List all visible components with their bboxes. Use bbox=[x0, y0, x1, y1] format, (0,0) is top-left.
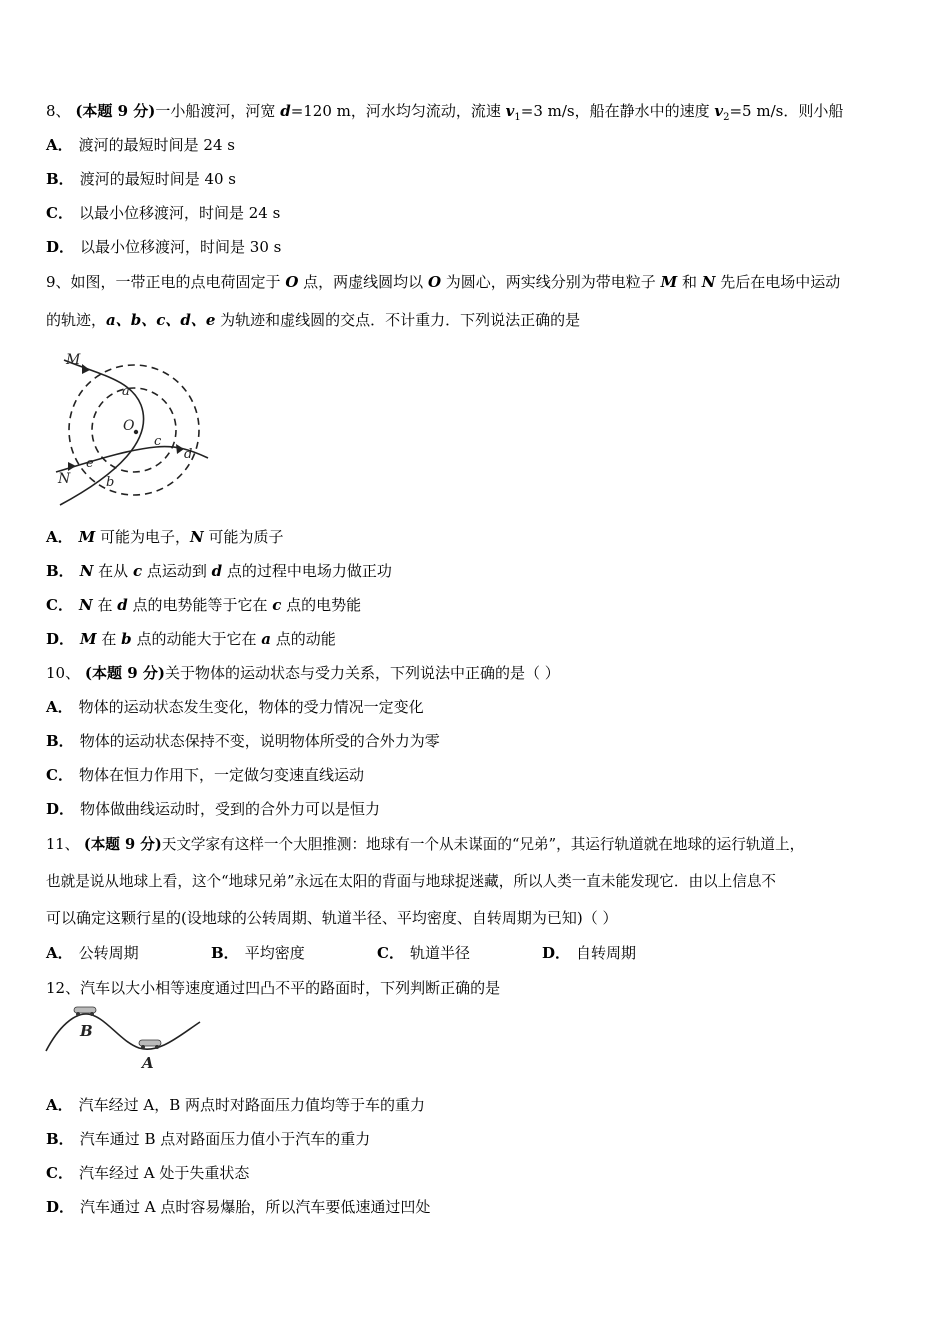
q9-text: 为轨迹和虚线圆的交点．不计重力．下列说法正确的是 bbox=[215, 311, 581, 329]
q12-road-figure bbox=[44, 1006, 204, 1074]
q9-option-var: c bbox=[132, 562, 143, 580]
q10-option-label: D． bbox=[46, 800, 75, 818]
q8-option-label: A． bbox=[46, 136, 73, 154]
q9-option-var: N bbox=[190, 528, 204, 546]
q10-option-label: A． bbox=[46, 698, 73, 716]
figure-label-n: N bbox=[58, 471, 71, 487]
q8-stem-d: =5 m/s．则小船 bbox=[729, 102, 844, 120]
q9-stem-line1 bbox=[46, 272, 840, 292]
figure-label-o: O bbox=[123, 418, 135, 434]
q11-stem-line2 bbox=[46, 872, 776, 892]
arrow-n bbox=[68, 462, 76, 471]
q11-option-b[interactable] bbox=[211, 943, 305, 963]
q10-option-text: 物体的运动状态发生变化，物体的受力情况一定变化 bbox=[78, 698, 424, 716]
q9-option-label: D． bbox=[46, 630, 75, 648]
q12-option-c[interactable] bbox=[46, 1163, 249, 1183]
q11-text: 天文学家有这样一个大胆推测：地球有一个从未谋面的“兄弟”，其运行轨道就在地球的运行轨道上， bbox=[161, 836, 805, 853]
q11-option-label: A． bbox=[46, 944, 73, 962]
q9-option-var: a bbox=[261, 630, 271, 648]
q9-option-text: 点的动能 bbox=[270, 630, 336, 648]
q9-option-text: 可能为电子， bbox=[95, 528, 191, 546]
q9-option-var: b bbox=[121, 630, 132, 648]
q9-text: 和 bbox=[677, 273, 702, 291]
q9-option-label: A． bbox=[46, 528, 73, 546]
q8-stem bbox=[46, 101, 843, 128]
q11-stem-line1 bbox=[46, 835, 804, 855]
q11-option-text: 公转周期 bbox=[78, 944, 139, 962]
q12-option-text: 汽车通过 A 点时容易爆胎，所以汽车要低速通过凹处 bbox=[80, 1198, 431, 1216]
car-a-icon bbox=[139, 1040, 161, 1049]
q9-text: 的轨迹， bbox=[46, 311, 107, 329]
q8-v1-var: v bbox=[505, 102, 515, 120]
q12-option-label: C． bbox=[46, 1164, 73, 1182]
q10-stem-text: 关于物体的运动状态与受力关系，下列说法中正确的是（ ） bbox=[164, 664, 560, 682]
q8-option-label: D． bbox=[46, 238, 75, 256]
q12-stem-text: 12、汽车以大小相等速度通过凹凸不平的路面时，下列判断正确的是 bbox=[46, 979, 501, 997]
q12-option-text: 汽车通过 B 点对路面压力值小于汽车的重力 bbox=[79, 1130, 371, 1148]
q11-option-a[interactable] bbox=[46, 943, 139, 963]
q10-option-c[interactable] bbox=[46, 765, 364, 785]
q11-option-label: B． bbox=[211, 944, 239, 962]
q9-option-label: B． bbox=[46, 562, 74, 580]
q9-var-n: N bbox=[701, 273, 716, 291]
q8-stem-a: 一小船渡河，河宽 bbox=[155, 102, 281, 120]
q9-text: 先后在电场中运动 bbox=[715, 273, 841, 291]
q11-option-text: 自转周期 bbox=[576, 944, 637, 962]
q9-option-text: 在 bbox=[92, 596, 118, 614]
q8-option-label: B． bbox=[46, 170, 74, 188]
q9-option-var: c bbox=[272, 596, 282, 614]
q9-option-label: C． bbox=[46, 596, 73, 614]
q9-option-var: d bbox=[117, 596, 128, 614]
q12-option-a[interactable] bbox=[46, 1095, 425, 1115]
figure-label-c: c bbox=[154, 434, 162, 449]
q9-option-var: N bbox=[79, 562, 94, 580]
q10-option-text: 物体在恒力作用下，一定做匀变速直线运动 bbox=[78, 766, 364, 784]
q9-option-text: 点的电势能 bbox=[281, 596, 362, 614]
figure-label-b: B bbox=[80, 1022, 93, 1040]
q11-number: 11、 bbox=[46, 836, 80, 853]
q9-option-var: M bbox=[80, 630, 97, 648]
q8-option-text: 渡河的最短时间是 24 s bbox=[78, 136, 235, 154]
q11-option-c[interactable] bbox=[377, 943, 470, 963]
q9-option-b[interactable] bbox=[46, 561, 392, 581]
q12-option-text: 汽车经过 A 处于失重状态 bbox=[78, 1164, 250, 1182]
q9-option-text: 点的电势能等于它在 bbox=[127, 596, 273, 614]
q10-option-label: C． bbox=[46, 766, 73, 784]
q9-option-text: 在从 bbox=[93, 562, 133, 580]
q9-option-var: M bbox=[78, 528, 96, 546]
q12-option-label: B． bbox=[46, 1130, 74, 1148]
q11-points: (本题 9 分) bbox=[83, 836, 162, 853]
q9-text: 9、如图，一带正电的点电荷固定于 bbox=[46, 273, 286, 291]
q9-option-text: 可能为质子 bbox=[203, 528, 284, 546]
q11-text: 可以确定这颗行星的(设地球的公转周期、轨道半径、平均密度、自转周期为已知)（ ） bbox=[46, 909, 618, 927]
q9-field-figure bbox=[46, 350, 216, 510]
q9-option-d[interactable] bbox=[46, 629, 336, 649]
figure-label-b: b bbox=[106, 475, 115, 490]
q8-option-c[interactable] bbox=[46, 203, 280, 223]
q9-option-text: 点运动到 bbox=[142, 562, 212, 580]
q9-var-m: M bbox=[660, 273, 678, 291]
figure-label-m: M bbox=[66, 352, 81, 368]
figure-label-d: d bbox=[184, 447, 193, 462]
road-curve bbox=[46, 1014, 200, 1051]
q9-option-var: N bbox=[78, 596, 93, 614]
q8-option-text: 渡河的最短时间是 40 s bbox=[79, 170, 237, 188]
q10-option-text: 物体做曲线运动时，受到的合外力可以是恒力 bbox=[80, 800, 381, 818]
q10-points: (本题 9 分) bbox=[84, 664, 165, 682]
figure-label-a: a bbox=[122, 384, 130, 399]
q11-text: 也就是说从地球上看，这个“地球兄弟”永远在太阳的背面与地球捉迷藏，所以人类一直未能发现它．由以上信息不 bbox=[46, 873, 777, 890]
q9-option-text: 点的动能大于它在 bbox=[131, 630, 262, 648]
q11-option-text: 平均密度 bbox=[244, 944, 305, 962]
q8-v2-var: v bbox=[714, 102, 724, 120]
q10-option-a[interactable] bbox=[46, 697, 424, 717]
q10-stem bbox=[46, 663, 560, 683]
q8-v2-sub: 2 bbox=[723, 112, 730, 123]
q11-option-label: D． bbox=[542, 944, 571, 962]
q8-option-label: C． bbox=[46, 204, 73, 222]
q9-var-o: O bbox=[427, 273, 442, 291]
q9-text: 点，两虚线圆均以 bbox=[298, 273, 428, 291]
q10-option-text: 物体的运动状态保持不变，说明物体所受的合外力为零 bbox=[79, 732, 440, 750]
q12-option-b[interactable] bbox=[46, 1129, 370, 1149]
q8-stem-c: =3 m/s，船在静水中的速度 bbox=[520, 102, 715, 120]
q9-stem-line2 bbox=[46, 310, 580, 330]
q8-option-b[interactable] bbox=[46, 169, 236, 189]
q8-d-var: d bbox=[280, 102, 291, 120]
q10-option-label: B． bbox=[46, 732, 74, 750]
q9-option-text: 在 bbox=[96, 630, 122, 648]
q9-points-list: a、b、c、d、e bbox=[106, 311, 216, 329]
q10-option-d[interactable] bbox=[46, 799, 380, 819]
q9-option-c[interactable] bbox=[46, 595, 361, 615]
q9-option-var: d bbox=[211, 562, 223, 580]
q8-points: (本题 9 分) bbox=[75, 102, 156, 120]
q11-option-label: C． bbox=[377, 944, 404, 962]
q12-option-d[interactable] bbox=[46, 1197, 430, 1217]
q8-v1-sub: 1 bbox=[514, 112, 521, 123]
q8-number: 8、 bbox=[46, 102, 71, 120]
q8-option-text: 以最小位移渡河，时间是 30 s bbox=[80, 238, 282, 256]
q11-option-text: 轨道半径 bbox=[409, 944, 470, 962]
q11-option-d[interactable] bbox=[542, 943, 636, 963]
q9-option-a[interactable] bbox=[46, 527, 284, 547]
q12-option-label: A． bbox=[46, 1096, 73, 1114]
q12-option-label: D． bbox=[46, 1198, 75, 1216]
figure-label-e: e bbox=[86, 456, 94, 471]
q12-stem bbox=[46, 978, 500, 998]
q9-text: 为圆心，两实线分别为带电粒子 bbox=[441, 273, 661, 291]
q8-option-text: 以最小位移渡河，时间是 24 s bbox=[78, 204, 281, 222]
q8-option-a[interactable] bbox=[46, 135, 235, 155]
q9-option-text: 点的过程中电场力做正功 bbox=[222, 562, 392, 580]
q9-var-o: O bbox=[285, 273, 299, 291]
q8-option-d[interactable] bbox=[46, 237, 281, 257]
figure-label-a: A bbox=[142, 1054, 154, 1072]
q10-number: 10、 bbox=[46, 664, 81, 682]
q11-stem-line3 bbox=[46, 908, 617, 928]
arrow-n-end bbox=[176, 444, 184, 454]
q8-stem-b: =120 m，河水均匀流动，流速 bbox=[290, 102, 506, 120]
q12-option-text: 汽车经过 A，B 两点时对路面压力值均等于车的重力 bbox=[78, 1096, 426, 1114]
q10-option-b[interactable] bbox=[46, 731, 440, 751]
